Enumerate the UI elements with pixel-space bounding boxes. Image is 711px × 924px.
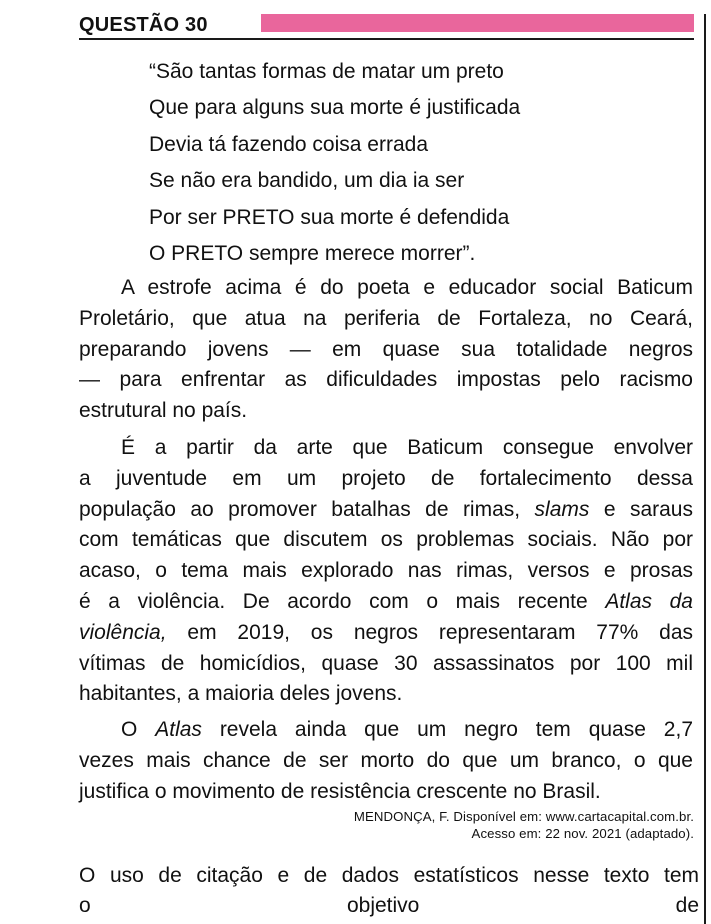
italic-title: violência, [79, 620, 167, 644]
source-line: Acesso em: 22 nov. 2021 (adaptado). [471, 826, 694, 841]
question-line: o objetivo de [79, 894, 699, 917]
poem-line: Devia tá fazendo coisa errada [149, 132, 428, 156]
text-segment: é a violência. De acordo com o mais recente [79, 589, 606, 613]
text-segment: revela ainda que um negro tem quase 2,7 [201, 718, 693, 741]
header-underline [79, 38, 694, 40]
italic-title: Atlas da [605, 589, 693, 613]
paragraph-line: a juventude em um projeto de fortalecimento dessa [79, 466, 693, 490]
paragraph-line [79, 587, 693, 618]
text-segment: O [121, 718, 156, 741]
poem-line: “São tantas formas de matar um preto [149, 60, 504, 83]
paragraph-line: com temáticas que discutem os problemas sociais. Não por [79, 528, 693, 552]
paragraph-intro [79, 273, 693, 427]
paragraph-line: estrutural no país. [79, 399, 248, 423]
paragraph-line: Proletário, que atua na periferia de Fortaleza, no Ceará, [79, 306, 693, 330]
italic-title: Atlas [155, 718, 202, 741]
paragraph-line: vezes mais chance de ser morto do que um branco, o que [79, 748, 693, 772]
header-accent-bar [261, 14, 694, 32]
paragraph-line: É a partir da arte que Baticum consegue envolver [121, 436, 693, 459]
paragraph-line: — para enfrentar as dificuldades impostas pelo racismo [79, 368, 693, 392]
poem-line: Se não era bandido, um dia ia ser [149, 169, 465, 193]
paragraph-art [79, 433, 693, 710]
source-citation [354, 808, 694, 842]
paragraph-line: preparando jovens — em quase sua totalidade negros [79, 337, 693, 361]
paragraph-line [79, 495, 693, 526]
paragraph-line [79, 618, 693, 649]
paragraph-line: habitantes, a maioria deles jovens. [79, 682, 403, 706]
paragraph-line [79, 715, 693, 746]
question-title: QUESTÃO 30 [79, 14, 208, 36]
paragraph-line: A estrofe acima é do poeta e educador social Baticum [121, 276, 693, 299]
paragraph-line: acaso, o tema mais explorado nas rimas, versos e prosas [79, 559, 693, 583]
source-line: MENDONÇA, F. Disponível em: www.cartacapital.com.br. [353, 809, 694, 824]
italic-term: slams [534, 497, 590, 521]
question-header [79, 12, 694, 42]
question-stem [79, 861, 699, 921]
poem-line: Que para alguns sua morte é justificada [149, 96, 521, 120]
text-segment: e saraus [589, 497, 693, 521]
poem-line: O PRETO sempre merece morrer”. [149, 242, 476, 266]
text-segment: população ao promover batalhas de rimas, [79, 497, 535, 521]
text-segment: em 2019, os negros representaram 77% das [166, 620, 693, 644]
poem-stanza [149, 54, 689, 272]
poem-line: Por ser PRETO sua morte é defendida [149, 205, 510, 229]
column-divider [704, 14, 706, 924]
paragraph-atlas [79, 715, 693, 807]
question-line: O uso de citação e de dados estatísticos nesse texto tem [79, 864, 699, 887]
paragraph-line: vítimas de homicídios, quase 30 assassinatos por 100 mil [79, 651, 693, 675]
paragraph-line: justifica o movimento de resistência crescente no Brasil. [79, 779, 601, 803]
